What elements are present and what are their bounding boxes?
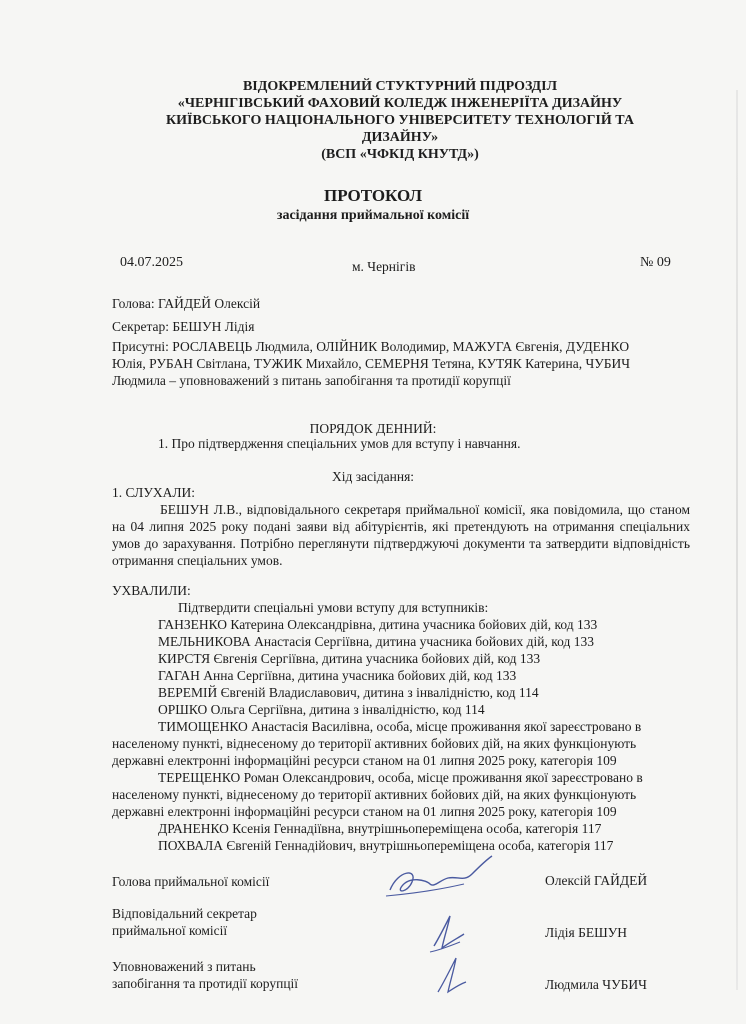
header-line-1: ВІДОКРЕМЛЕНИЙ СТУКТУРНИЙ ПІДРОЗДІЛ [242, 79, 558, 94]
applicant-long-2-line-3: державні електронні інформаційні ресурси станом на 01 липня 2025 року, категорія 109 [112, 804, 617, 819]
agenda-heading: ПОРЯДОК ДЕННИЙ: [309, 421, 437, 436]
applicant-idp-2: ПОХВАЛА Євгеній Геннадійович, внутрішньопереміщена особа, категорія 117 [158, 838, 614, 853]
secretary-signature-label-line-1: Відповідальний секретар [112, 906, 257, 921]
protocol-city: м. Чернігів [352, 259, 416, 274]
chair-signature-name: Олексій ГАЙДЕЙ [545, 873, 648, 888]
applicant-long-2-line-2: населеному пункті, віднесеному до території активних бойових дій, на яких функціонують [112, 787, 637, 802]
applicant-item: КИРСТЯ Євгенія Сергіївна, дитина учасника бойових дій, код 133 [158, 651, 541, 666]
proceedings-heading: Хід засідання: [331, 469, 415, 484]
anticorruption-signature-label-line-1: Уповноважений з питань [112, 959, 256, 974]
document-subtitle: засідання приймальної комісії [276, 208, 470, 223]
applicant-idp-1: ДРАНЕНКО Ксенія Геннадіївна, внутрішньопереміщена особа, категорія 117 [158, 821, 602, 836]
anticorruption-handwritten-signature [430, 952, 480, 1000]
heard-label: 1. СЛУХАЛИ: [112, 485, 196, 500]
present-line-1: Присутні: РОСЛАВЕЦЬ Людмила, ОЛІЙНИК Володимир, МАЖУГА Євгенія, ДУДЕНКО [112, 339, 630, 354]
resolved-label: УХВАЛИЛИ: [112, 583, 191, 598]
present-line-2: Юлія, РУБАН Світлана, ТУЖИК Михайло, СЕМЕРНЯ Тетяна, КУТЯК Катерина, ЧУБИЧ [112, 356, 631, 371]
present-line-3: Людмила – уповноважений з питань запобігання та протидії корупції [112, 373, 511, 388]
applicant-item: ОРШКО Ольга Сергіївна, дитина з інвалідністю, код 114 [158, 702, 485, 717]
applicant-long-1-line-1: ТИМОЩЕНКО Анастасія Василівна, особа, місце проживання якої зареєстровано в [158, 719, 642, 734]
chair-signature-label: Голова приймальної комісії [112, 874, 270, 889]
applicant-item: МЕЛЬНИКОВА Анастасія Сергіївна, дитина учасника бойових дій, код 133 [158, 634, 594, 649]
header-line-4: ДИЗАЙНУ» [361, 130, 439, 145]
chair-line: Голова: ГАЙДЕЙ Олексій [112, 296, 261, 311]
secretary-line: Секретар: БЕШУН Лідія [112, 319, 255, 334]
header-line-5: (ВСП «ЧФКІД КНУТД») [321, 147, 479, 162]
institution-header [120, 78, 680, 163]
document-title: ПРОТОКОЛ [323, 186, 422, 205]
header-line-3: КИЇВСЬКОГО НАЦІОНАЛЬНОГО УНІВЕРСИТЕТУ ТЕХНОЛОГІЙ ТА [166, 113, 634, 128]
protocol-date: 04.07.2025 [120, 255, 183, 270]
secretary-handwritten-signature [420, 908, 480, 958]
scan-edge [736, 90, 738, 990]
anticorruption-signature-name: Людмила ЧУБИЧ [545, 977, 647, 992]
protocol-number: № 09 [640, 255, 671, 270]
secretary-signature-label-line-2: приймальної комісії [112, 923, 228, 938]
chair-handwritten-signature [368, 850, 508, 910]
agenda-item-1: 1. Про підтвердження спеціальних умов для вступу і навчання. [158, 436, 521, 451]
applicant-long-1-line-2: населеному пункті, віднесеному до території активних бойових дій, на яких функціонують [112, 736, 637, 751]
secretary-signature-name: Лідія БЕШУН [545, 925, 628, 940]
anticorruption-signature-label-line-2: запобігання та протидії корупції [112, 976, 299, 991]
applicant-item: ГАНЗЕНКО Катерина Олександрівна, дитина учасника бойових дій, код 133 [158, 617, 598, 632]
resolved-intro: Підтвердити спеціальні умови вступу для вступників: [178, 600, 489, 615]
heard-text: БЕШУН Л.В., відповідального секретаря приймальної комісії, яка повідомила, що станом на 04 липня 2025 року подані заяви від абітурієнтів, які претендують на отримання спеціальних умов до зарахування. Потрібно переглянути підтверджуючі документи та затвердити відповідність отримання спеціальних умов. [112, 502, 690, 568]
applicant-long-2-line-1: ТЕРЕЩЕНКО Роман Олександрович, особа, місце проживання якої зареєстровано в [158, 770, 643, 785]
applicant-item: ГАГАН Анна Сергіївна, дитина учасника бойових дій, код 133 [158, 668, 517, 683]
header-line-2: «ЧЕРНІГІВСЬКИЙ ФАХОВИЙ КОЛЕДЖ ІНЖЕНЕРІЇТА ДИЗАЙНУ [177, 96, 623, 111]
applicant-item: ВЕРЕМІЙ Євгеній Владиславович, дитина з інвалідністю, код 114 [158, 685, 539, 700]
applicant-long-1-line-3: державні електронні інформаційні ресурси станом на 01 липня 2025 року, категорія 109 [112, 753, 617, 768]
